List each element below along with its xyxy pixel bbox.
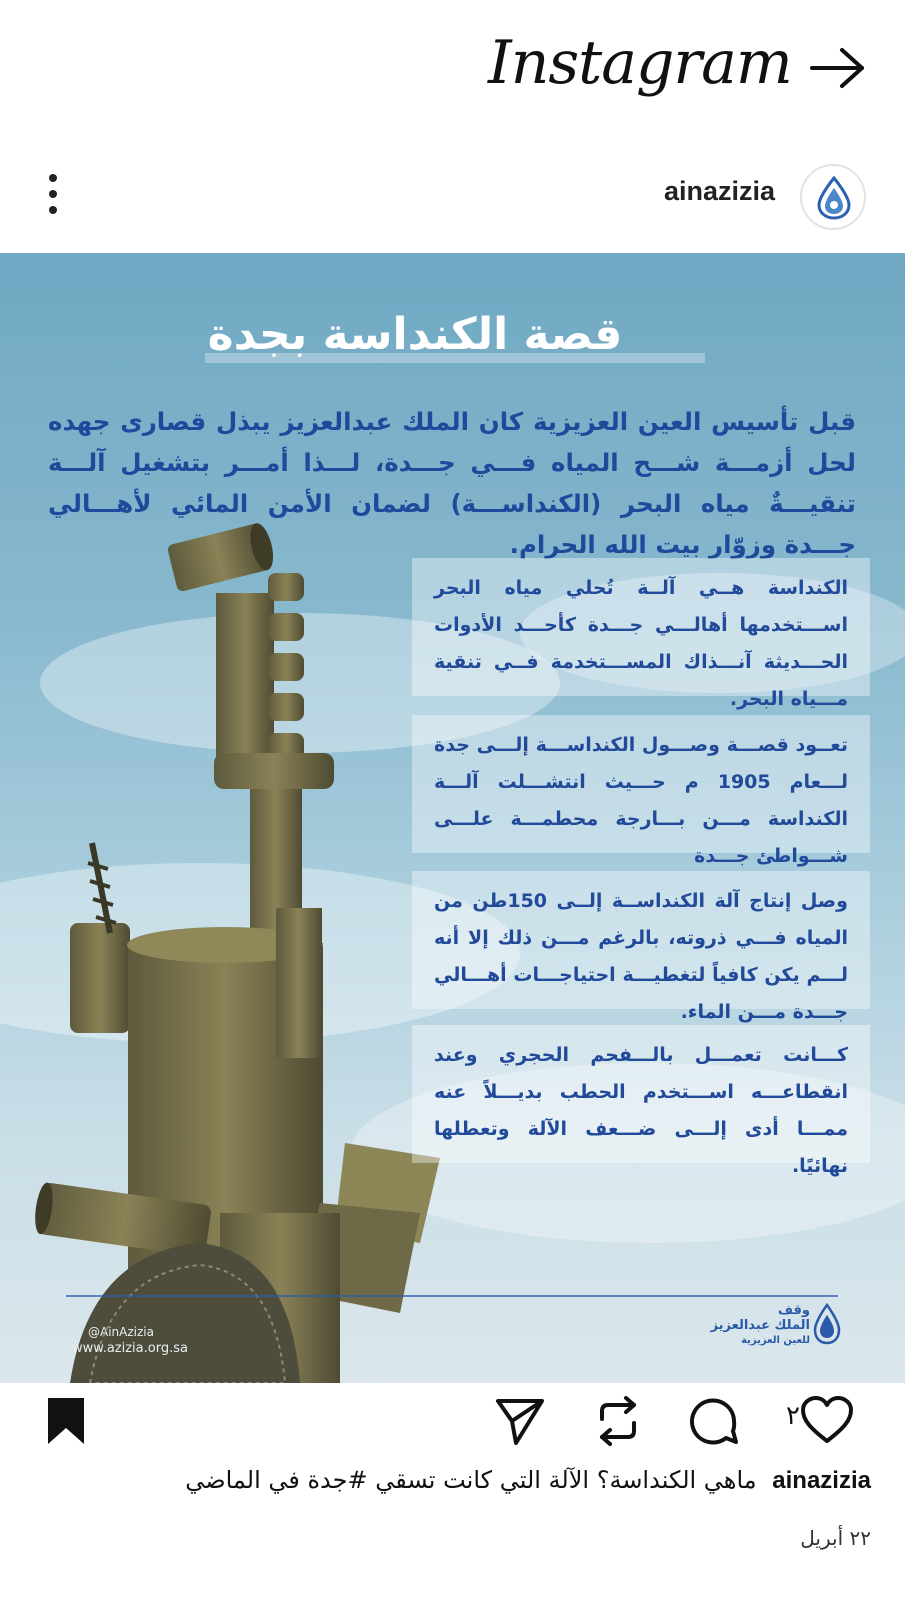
info-card-4: كـــانت تعمـــل بالـــفحم الحجري وعند انقطاعـــه اســـتخدم الحطب بديـــلاً عنه ممـــا أدى إلـــى ضـــعف الآلة وتعطلها نهائيًا. bbox=[412, 1025, 870, 1163]
post-title: قصة الكنداسة بجدة bbox=[207, 309, 623, 360]
waqf-line-2: الملك عبدالعزيز bbox=[710, 1318, 810, 1333]
comment-icon[interactable] bbox=[688, 1395, 740, 1447]
repost-icon[interactable] bbox=[594, 1395, 642, 1447]
water-drop-logo-icon bbox=[815, 176, 853, 220]
post-header bbox=[0, 150, 905, 240]
waqf-line-3: للعين العزيزية bbox=[741, 1335, 810, 1346]
caption-username[interactable]: ainazizia bbox=[772, 1467, 871, 1494]
info-card-3: وصل إنتاج آلة الكنداســة إلــى 150طن من المياه فـــي ذروته، بالرغم مـــن ذلك إلا أنه لـــم يكن كافياً لتغطيـــة احتياجـــات أهـــالي جـــدة مـــن الماء. bbox=[412, 871, 870, 1009]
website-url: www.azizia.org.sa bbox=[72, 1341, 188, 1356]
bottom-divider bbox=[66, 1295, 838, 1297]
instagram-logo: Instagram bbox=[488, 28, 792, 98]
info-card-1: الكنداسة هــي آلــة تُحلي مياه البحر اســـتخدمها أهالـــي جـــدة كأحـــد الأدوات الحـــديثة آنـــذاك المســـتخدمة فــي تنقية مـــياه البحر. bbox=[412, 558, 870, 696]
arrow-right-icon[interactable] bbox=[808, 46, 868, 90]
top-bar bbox=[0, 0, 905, 140]
heart-icon[interactable] bbox=[800, 1395, 854, 1445]
post-caption bbox=[11, 1466, 871, 1495]
bookmark-icon[interactable] bbox=[44, 1395, 88, 1447]
waqf-line-1: وقف bbox=[777, 1303, 810, 1318]
waqf-logo-text bbox=[690, 1303, 810, 1348]
send-icon[interactable] bbox=[494, 1395, 546, 1447]
info-card-2: تعــود قصـــة وصـــول الكنداســـة إلـــى جدة لـــعام 1905 م حـــيث انتشـــلت آلـــة الكنداسة مـــن بـــارجة محطمـــة علـــى شـــواطئ جـــدة bbox=[412, 715, 870, 853]
avatar[interactable] bbox=[800, 164, 866, 230]
more-vertical-icon[interactable] bbox=[42, 170, 64, 218]
post-date: ٢٢ أبريل bbox=[800, 1526, 871, 1550]
like-count[interactable]: ٢ bbox=[786, 1401, 800, 1431]
intro-paragraph: قبل تأسيس العين العزيزية كان الملك عبدالعزيز يبذل قصارى جهده لحل أزمـــة شـــح المياه فـــي جـــدة، لـــذا أمـــر بتشغيل آلـــة تنقيـــةٌ مياه البحر (الكنداســـة) لضمان الأمن المائي لأهـــالي جـــدة وزوّار بيت الله الحرام. bbox=[48, 407, 856, 559]
social-handle: @AinAzizia bbox=[88, 1325, 154, 1339]
water-drop-logo-icon bbox=[812, 1303, 842, 1345]
caption-text: ماهي الكنداسة؟ الآلة التي كانت تسقي #جدة في الماضي bbox=[185, 1466, 757, 1494]
profile-username[interactable]: ainazizia bbox=[663, 176, 775, 206]
action-bar bbox=[0, 1383, 905, 1463]
title-underline bbox=[205, 353, 705, 363]
post-image[interactable] bbox=[0, 253, 905, 1383]
